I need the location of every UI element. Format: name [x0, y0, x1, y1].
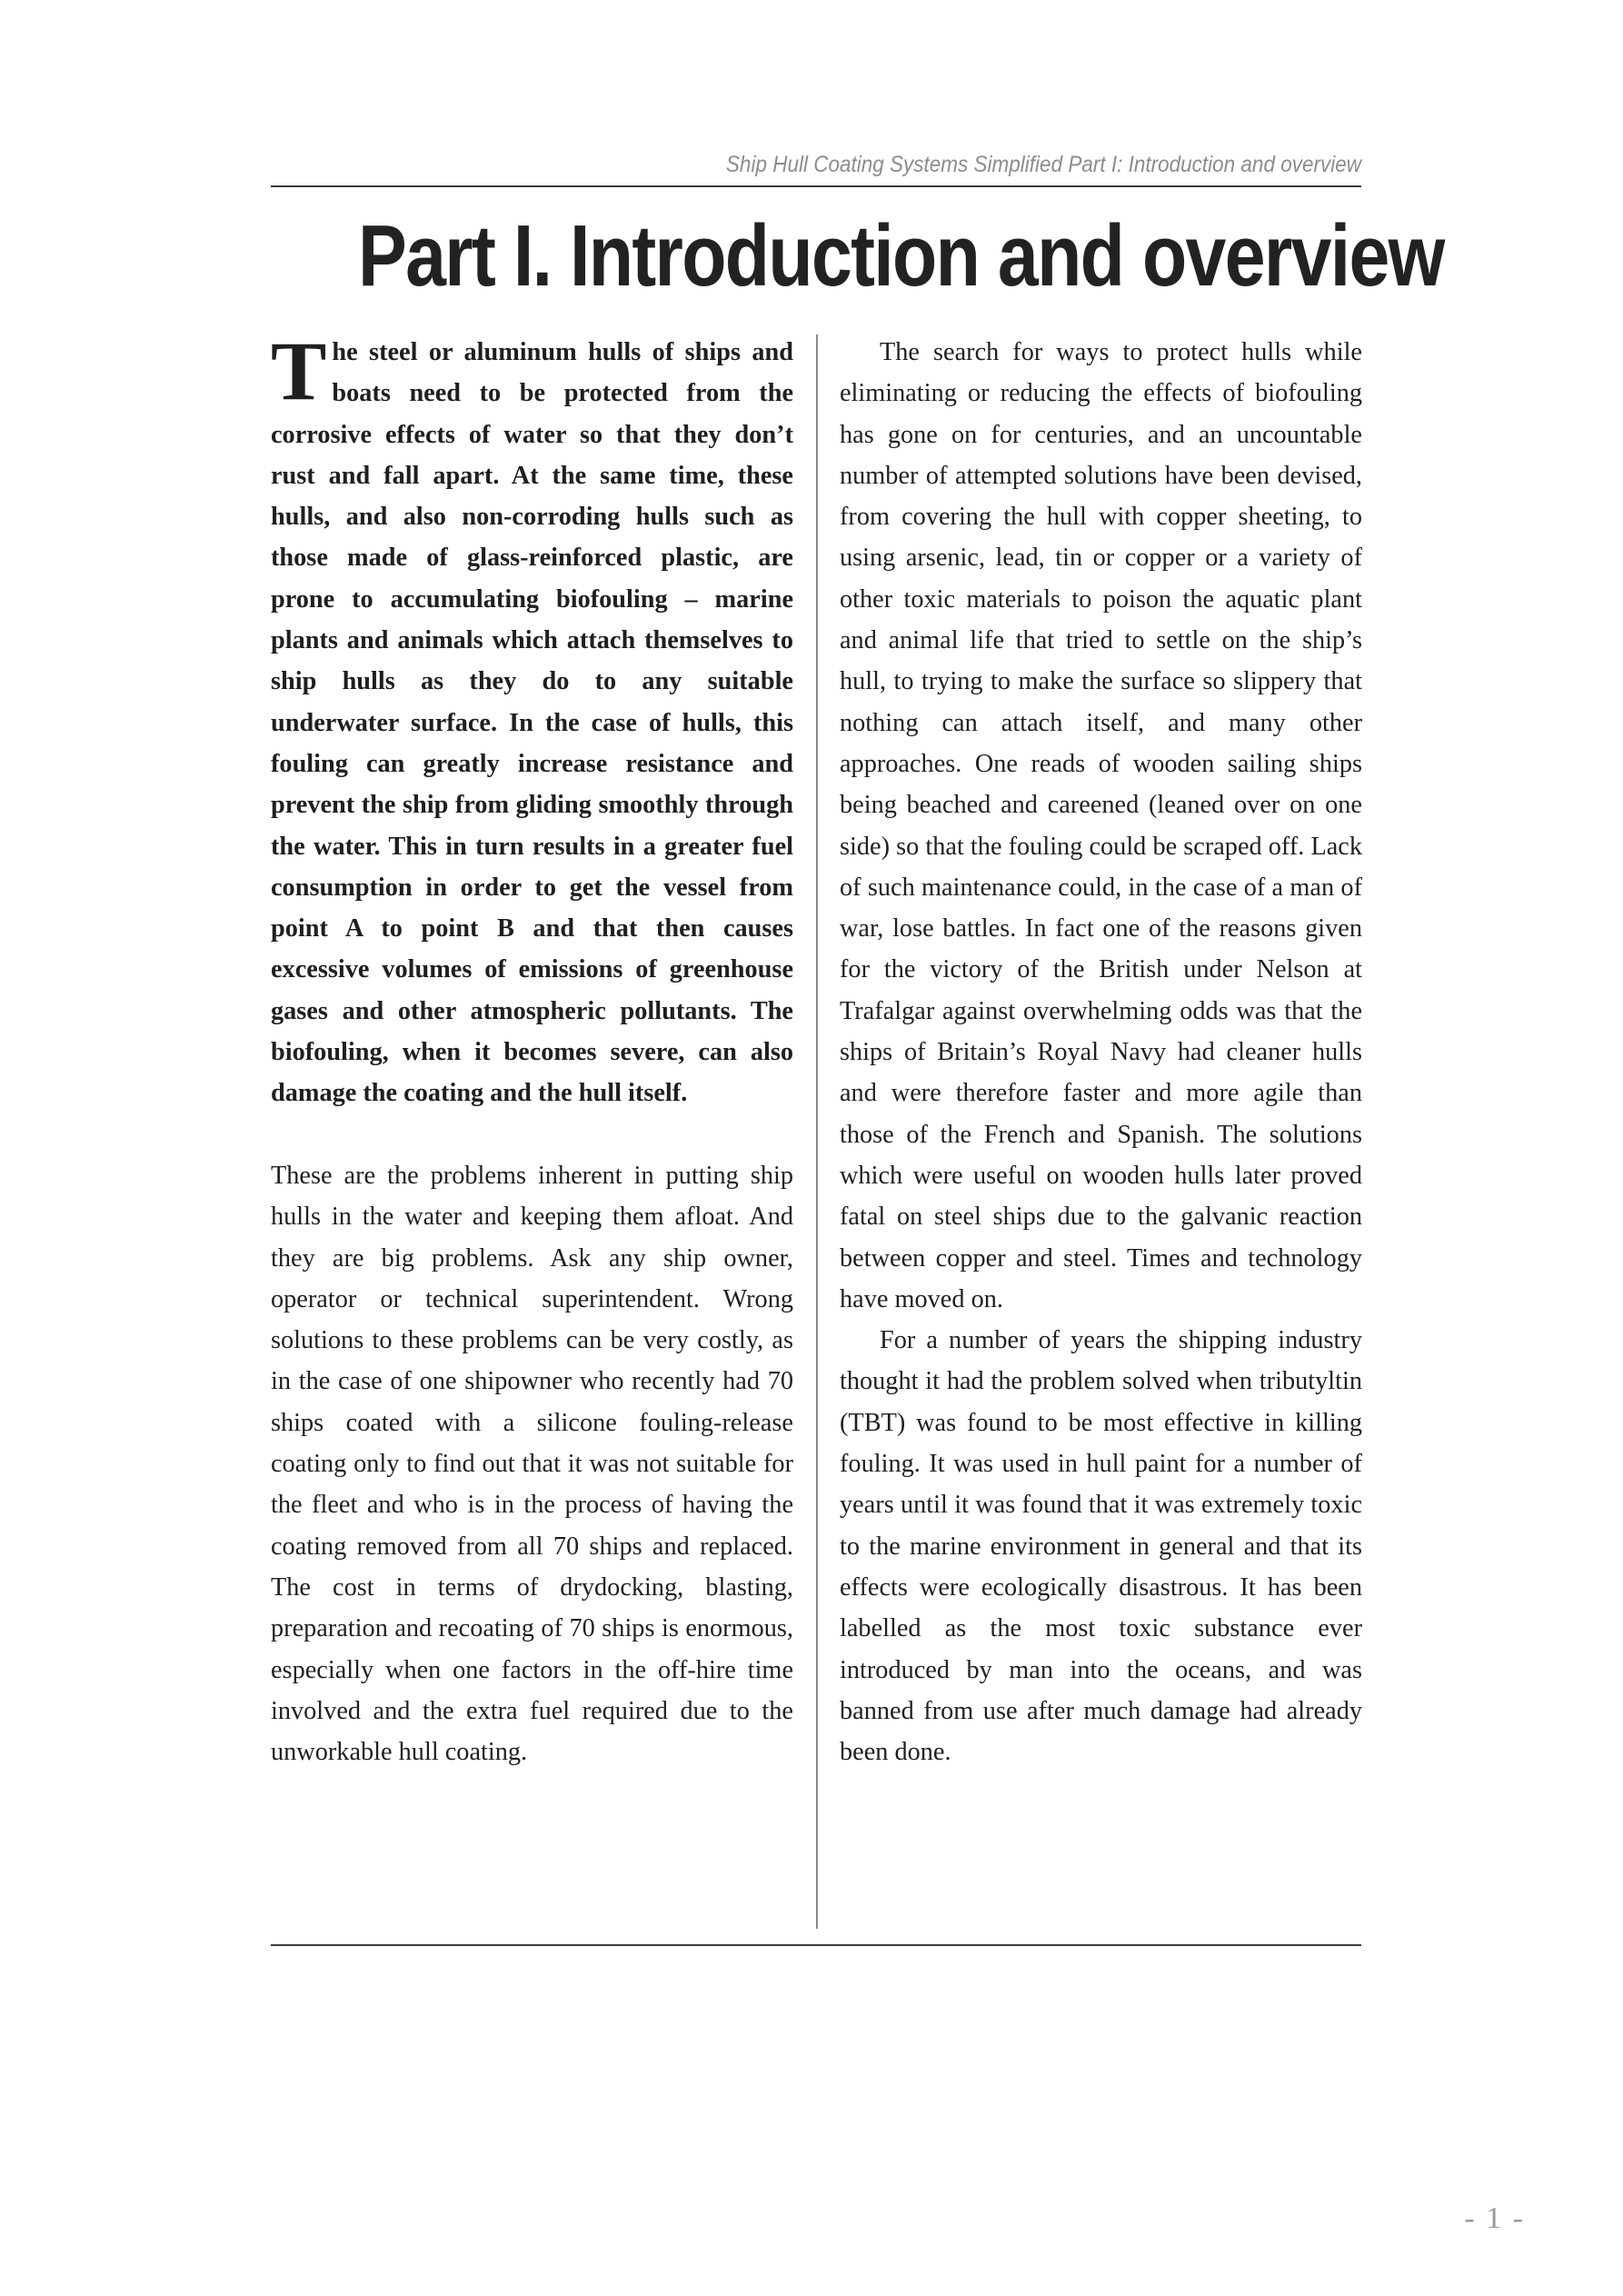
page-number: - 1 - — [1464, 2201, 1525, 2235]
column-divider — [816, 334, 818, 1929]
right-column — [840, 332, 1362, 1772]
body-paragraph-problems: These are the problems inherent in putting ship hulls in the water and keeping them afloat. And they are big problems. Ask any ship owner, operator or technical superintendent. Wrong solutions to these problems can be very costly, as in the case of one shipowner who recently had 70 ships coated with a silicone fouling-release coating only to find out that it was not suitable for the fleet and who is in the process of having the coating removed from all 70 ships and replaced. The cost in terms of drydocking, blasting, preparation and recoating of 70 ships is enormous, especially when one factors in the off-hire time involved and the extra fuel required due to the unworkable hull coating. — [271, 1161, 793, 1767]
page-title: Part I. Introduction and overview — [358, 207, 1444, 304]
paragraph-spacer — [271, 1114, 793, 1155]
intro-text: he steel or aluminum hulls of ships and boats need to be protected from the corrosive effects of water so that they don’t rust and fall apart. At the same time, these hulls, and also non-corroding hulls such as those made of glass-reinforced plastic, are prone to accumulating biofouling – marine plants and animals which attach themselves to ship hulls as they do to any suitable underwater surface. In the case of hulls, this fouling can greatly increase resistance and prevent the ship from gliding smoothly through the water. This in turn results in a greater fuel consumption in order to get the vessel from point A to point B and that then causes excessive volumes of emissions of greenhouse gases and other atmospheric pollutants. The biofouling, when it becomes severe, can also damage the coating and the hull itself. — [271, 338, 793, 1108]
body-paragraph-tbt: For a number of years the shipping industry thought it had the problem solved when tributyltin (TBT) was found to be most effective in killing fouling. It was used in hull paint for a number of years until it was found that it was extremely toxic to the marine environment in general and that its effects were ecologically disastrous. It has been labelled as the most toxic substance ever introduced by man into the oceans, and was banned from use after much damage had already been done. — [840, 1326, 1362, 1767]
running-header: Ship Hull Coating Systems Simplified Part I: Introduction and overview — [725, 152, 1361, 177]
footer-rule — [271, 1944, 1361, 1946]
intro-paragraph — [271, 324, 793, 1114]
drop-cap: T — [271, 324, 327, 417]
left-column — [271, 324, 793, 1772]
body-paragraph-history: The search for ways to protect hulls while eliminating or reducing the effects of biofouling has gone on for centuries, and an uncountable number of attempted solutions have been devised, from covering the hull with copper sheeting, to using arsenic, lead, tin or copper or a variety of other toxic materials to poison the aquatic plant and animal life that tried to settle on the ship’s hull, to trying to make the surface so slippery that nothing can attach itself, and many other approaches. One reads of wooden sailing ships being beached and careened (leaned over on one side) so that the fouling could be scraped off. Lack of such maintenance could, in the case of a man of war, lose battles. In fact one of the reasons given for the victory of the British under Nelson at Trafalgar against overwhelming odds was that the ships of Britain’s Royal Navy had cleaner hulls and were therefore faster and more agile than those of the French and Spanish. The solutions which were useful on wooden hulls later proved fatal on steel ships due to the galvanic reaction between copper and steel. Times and technology have moved on. — [840, 338, 1362, 1313]
header-rule — [271, 185, 1361, 187]
